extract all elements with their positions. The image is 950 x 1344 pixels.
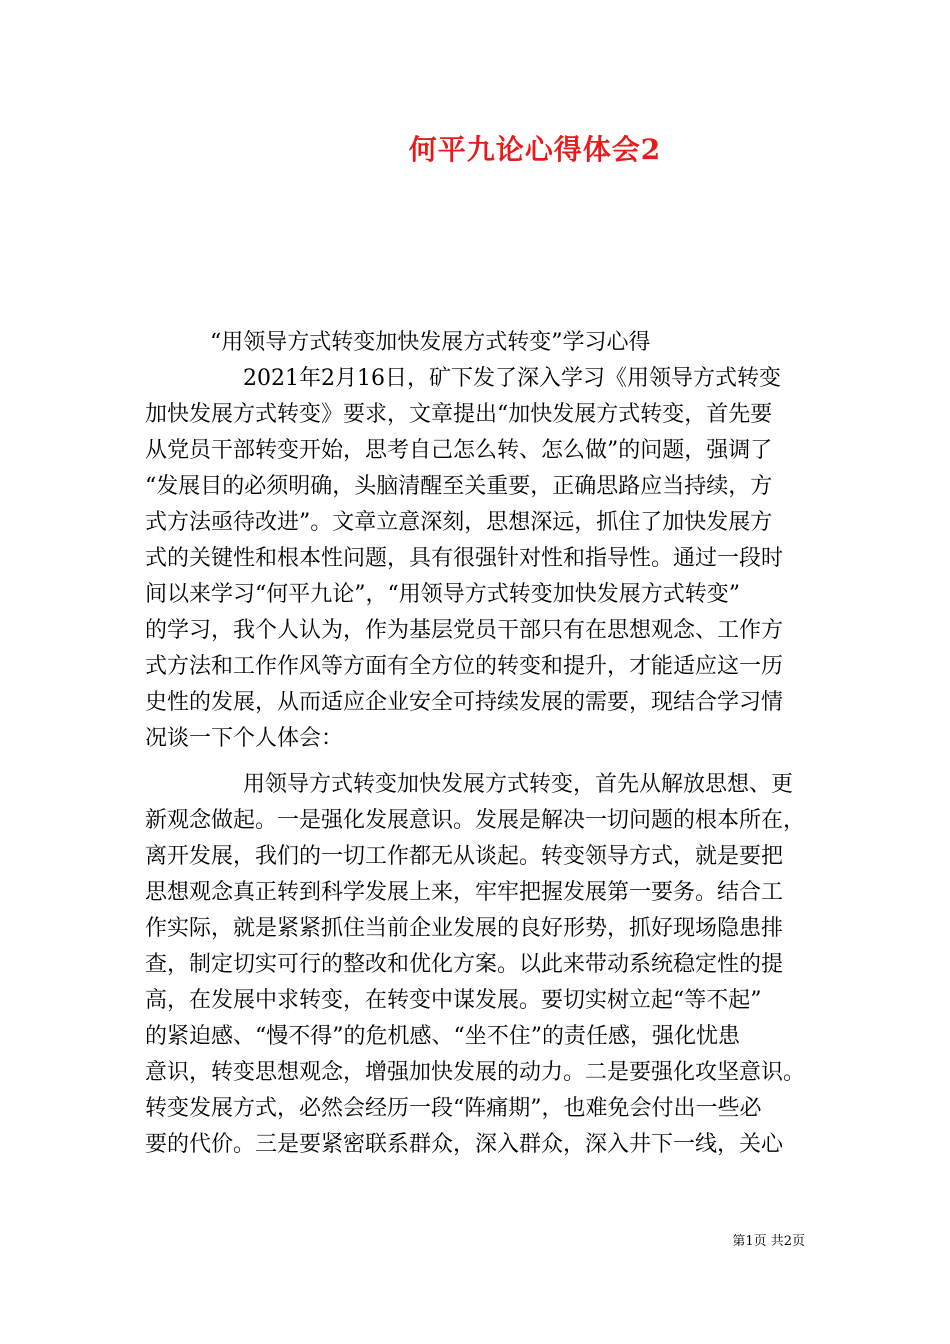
- paragraph-line: 2021年2月16日，矿下发了深入学习《用领导方式转变: [243, 366, 781, 391]
- paragraph-line: 高，在发展中求转变，在转变中谋发展。要切实树立起“等不起”: [145, 988, 762, 1013]
- paragraph-line: 式方法亟待改进”。文章立意深刻，思想深远，抓住了加快发展方: [145, 510, 773, 535]
- paragraph-line: 作实际，就是紧紧抓住当前企业发展的良好形势，抓好现场隐患排: [145, 916, 784, 941]
- article-heading: “用领导方式转变加快发展方式转变”学习心得: [210, 330, 651, 355]
- paragraph-line: 转变发展方式，必然会经历一段“阵痛期”，也难免会付出一些必: [145, 1096, 762, 1121]
- paragraph-line: 况谈一下个人体会：: [145, 726, 344, 751]
- paragraph-line: “发展目的必须明确，头脑清醒至关重要，正确思路应当持续，方: [145, 474, 773, 499]
- paragraph-line: 从党员干部转变开始，思考自己怎么转、怎么做”的问题，强调了: [145, 438, 773, 463]
- page-number-footer: 第1页 共2页: [732, 1234, 805, 1249]
- paragraph-line: 加快发展方式转变》要求，文章提出“加快发展方式转变，首先要: [145, 402, 773, 427]
- paragraph-line: 式方法和工作作风等方面有全方位的转变和提升，才能适应这一历: [145, 654, 784, 679]
- paragraph-line: 意识，转变思想观念，增强加快发展的动力。二是要强化攻坚意识。: [145, 1060, 806, 1085]
- paragraph-line: 要的代价。三是要紧密联系群众，深入群众，深入井下一线，关心: [145, 1132, 784, 1157]
- paragraph-line: 间以来学习“何平九论”，“用领导方式转变加快发展方式转变”: [145, 582, 740, 607]
- paragraph-line: 离开发展，我们的一切工作都无从谈起。转变领导方式，就是要把: [145, 844, 784, 869]
- paragraph-line: 思想观念真正转到科学发展上来，牢牢把握发展第一要务。结合工: [145, 880, 784, 905]
- paragraph-line: 式的关键性和根本性问题，具有很强针对性和指导性。通过一段时: [145, 546, 784, 571]
- paragraph-line: 用领导方式转变加快发展方式转变，首先从解放思想、更: [243, 772, 794, 797]
- paragraph-line: 的学习，我个人认为，作为基层党员干部只有在思想观念、工作方: [145, 618, 784, 643]
- paragraph-line: 的紧迫感、“慢不得”的危机感、“坐不住”的责任感，强化忧患: [145, 1024, 740, 1049]
- document-title: 何平九论心得体会2: [408, 133, 662, 166]
- paragraph-line: 史性的发展，从而适应企业安全可持续发展的需要，现结合学习情: [145, 690, 784, 715]
- paragraph-line: 新观念做起。一是强化发展意识。发展是解决一切问题的根本所在，: [145, 808, 806, 833]
- paragraph-line: 查，制定切实可行的整改和优化方案。以此来带动系统稳定性的提: [145, 952, 784, 977]
